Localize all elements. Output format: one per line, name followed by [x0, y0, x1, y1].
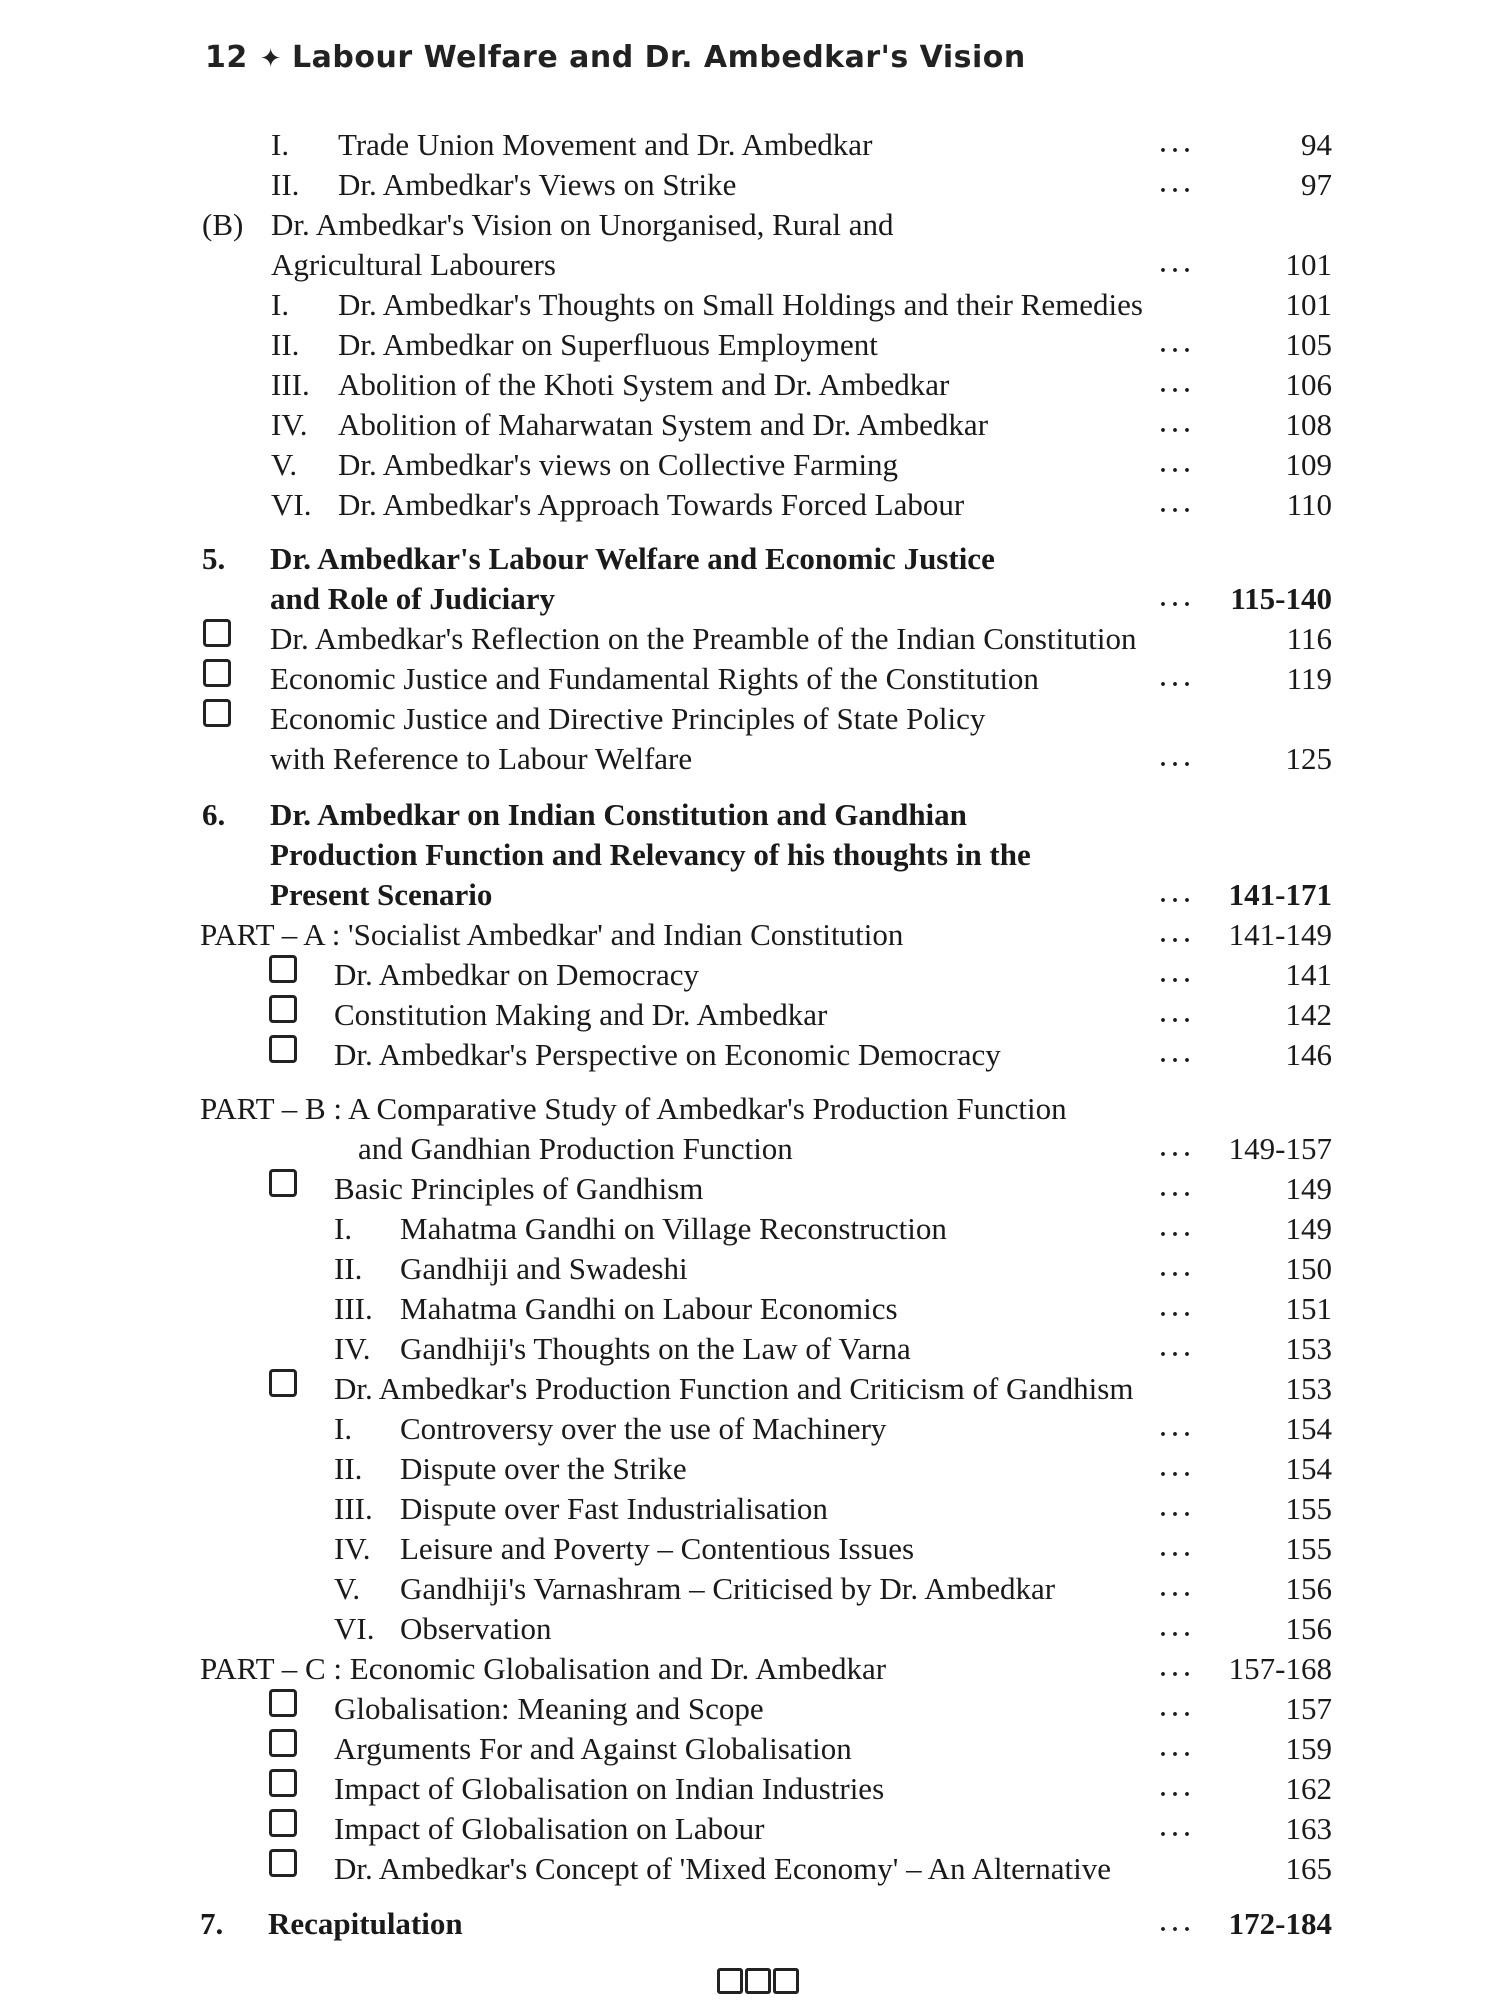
toc-entry: V. Dr. Ambedkar's views on Collective Farming ... 109	[271, 447, 1332, 482]
part-heading: PART – A : 'Socialist Ambedkar' and Indian Constitution ... 141-149	[200, 917, 1332, 952]
toc-entry: V. Gandhiji's Varnashram – Criticised by Dr. Ambedkar ... 156	[334, 1571, 1332, 1606]
chapter-heading: and Role of Judiciary ... 115-140	[270, 581, 1332, 616]
toc-entry: Economic Justice and Directive Principles of State Policy	[0, 699, 1500, 739]
toc-section-heading: (B) Dr. Ambedkar's Vision on Unorganised, Rural and	[202, 207, 894, 242]
checkbox-bullet-icon	[203, 619, 231, 647]
toc-entry: III. Mahatma Gandhi on Labour Economics ... 151	[334, 1291, 1332, 1326]
toc-entry: Impact of Globalisation on Indian Industries ... 162	[0, 1769, 1500, 1809]
toc-entry: with Reference to Labour Welfare ... 125	[270, 741, 1332, 776]
toc-section-heading: Agricultural Labourers ... 101	[271, 247, 1332, 282]
toc-entry: II. Gandhiji and Swadeshi ... 150	[334, 1251, 1332, 1286]
checkbox-bullet-icon	[269, 1369, 297, 1397]
part-heading: PART – C : Economic Globalisation and Dr. Ambedkar ... 157-168	[200, 1651, 1332, 1686]
checkbox-bullet-icon	[269, 1809, 297, 1837]
checkbox-bullet-icon	[269, 955, 297, 983]
header-title: Labour Welfare and Dr. Ambedkar's Vision	[292, 40, 1026, 75]
toc-entry: Basic Principles of Gandhism ... 149	[0, 1169, 1500, 1209]
checkbox-bullet-icon	[269, 1169, 297, 1197]
toc-entry: IV. Abolition of Maharwatan System and Dr. Ambedkar ... 108	[271, 407, 1332, 442]
chapter-heading: 5. Dr. Ambedkar's Labour Welfare and Economic Justice	[202, 541, 995, 576]
toc-entry: III. Abolition of the Khoti System and Dr. Ambedkar ... 106	[271, 367, 1332, 402]
diamond-icon: ✦	[259, 44, 283, 74]
toc-entry: Economic Justice and Fundamental Rights of the Constitution ... 119	[0, 659, 1500, 699]
toc-entry: I. Dr. Ambedkar's Thoughts on Small Holdings and their Remedies 101	[271, 287, 1332, 322]
toc-entry: II. Dr. Ambedkar's Views on Strike ... 97	[271, 167, 1332, 202]
checkbox-bullet-icon	[269, 1849, 297, 1877]
part-heading: and Gandhian Production Function ... 149-157	[358, 1131, 1332, 1166]
chapter-heading: 7. Recapitulation ... 172-184	[200, 1906, 1332, 1941]
chapter-heading: Present Scenario ... 141-171	[270, 877, 1332, 912]
checkbox-bullet-icon	[269, 1769, 297, 1797]
toc-entry: Dr. Ambedkar's Production Function and Criticism of Gandhism 153	[0, 1369, 1500, 1409]
toc-entry: I. Mahatma Gandhi on Village Reconstruction ... 149	[334, 1211, 1332, 1246]
chapter-heading: Production Function and Relevancy of his thoughts in the	[270, 837, 1031, 872]
checkbox-bullet-icon	[203, 659, 231, 687]
header-page-number: 12	[205, 40, 248, 75]
toc-entry: Impact of Globalisation on Labour ... 163	[0, 1809, 1500, 1849]
checkbox-bullet-icon	[269, 1729, 297, 1757]
toc-entry: Dr. Ambedkar's Concept of 'Mixed Economy' – An Alternative 165	[0, 1849, 1500, 1889]
end-ornament-icon	[717, 1968, 799, 1994]
toc-entry: VI. Dr. Ambedkar's Approach Towards Forced Labour ... 110	[271, 487, 1332, 522]
toc-entry: Constitution Making and Dr. Ambedkar ... 142	[0, 995, 1500, 1035]
checkbox-bullet-icon	[269, 1035, 297, 1063]
running-header	[205, 40, 1026, 75]
toc-entry: Dr. Ambedkar's Perspective on Economic Democracy ... 146	[0, 1035, 1500, 1075]
checkbox-bullet-icon	[269, 995, 297, 1023]
toc-entry: III. Dispute over Fast Industrialisation ... 155	[334, 1491, 1332, 1526]
chapter-heading: 6. Dr. Ambedkar on Indian Constitution and Gandhian	[202, 797, 967, 832]
checkbox-bullet-icon	[269, 1689, 297, 1717]
checkbox-bullet-icon	[203, 699, 231, 727]
toc-entry: II. Dr. Ambedkar on Superfluous Employment ... 105	[271, 327, 1332, 362]
toc-entry: II. Dispute over the Strike ... 154	[334, 1451, 1332, 1486]
toc-entry: Dr. Ambedkar's Reflection on the Preamble of the Indian Constitution 116	[0, 619, 1500, 659]
toc-entry: I. Trade Union Movement and Dr. Ambedkar ... 94	[271, 127, 1332, 162]
toc-entry: Arguments For and Against Globalisation ... 159	[0, 1729, 1500, 1769]
toc-entry: IV. Leisure and Poverty – Contentious Issues ... 155	[334, 1531, 1332, 1566]
toc-entry: I. Controversy over the use of Machinery ... 154	[334, 1411, 1332, 1446]
toc-entry: VI. Observation ... 156	[334, 1611, 1332, 1646]
part-heading: PART – B : A Comparative Study of Ambedkar's Production Function	[200, 1091, 1067, 1126]
toc-entry: Globalisation: Meaning and Scope ... 157	[0, 1689, 1500, 1729]
toc-entry: Dr. Ambedkar on Democracy ... 141	[0, 955, 1500, 995]
toc-entry: IV. Gandhiji's Thoughts on the Law of Varna ... 153	[334, 1331, 1332, 1366]
